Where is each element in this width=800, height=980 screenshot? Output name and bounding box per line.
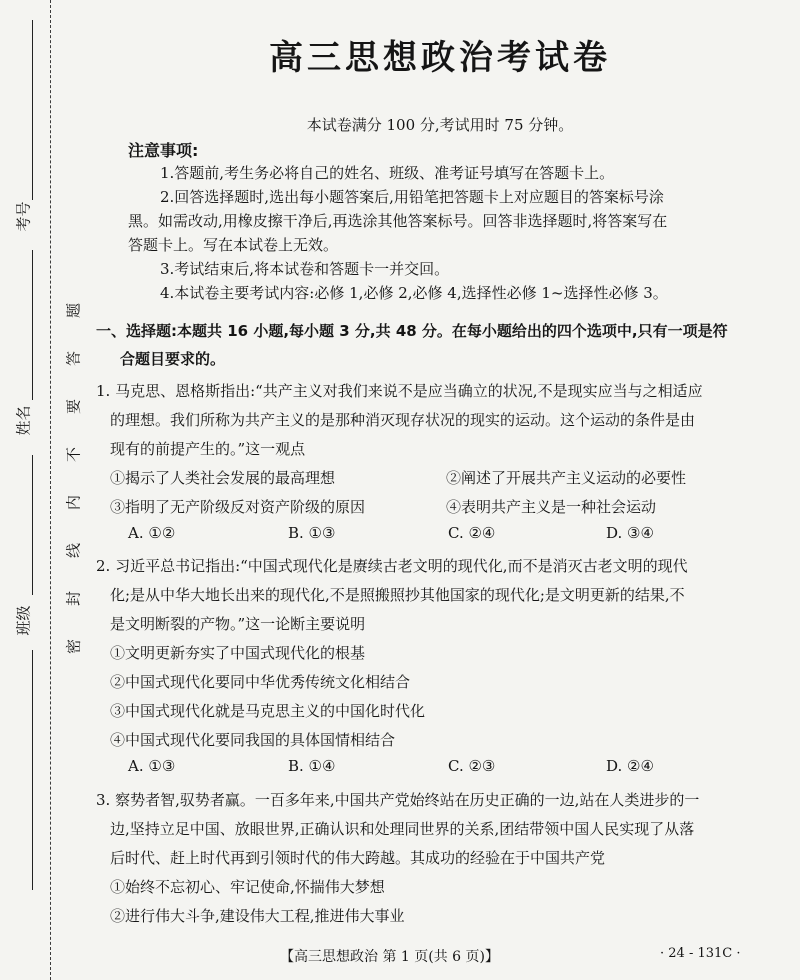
seal-char: 密 <box>64 639 83 655</box>
seal-char: 内 <box>64 495 83 511</box>
q3-option: ①始终不忘初心、牢记使命,怀揣伟大梦想 <box>110 878 385 896</box>
q1-option: ③指明了无产阶级反对资产阶级的原因 <box>110 498 366 516</box>
exam-no-line <box>32 20 33 200</box>
q3-stem: 后时代、赶上时代再到引领时代的伟大跨越。其成功的经验在于中国共产党 <box>110 849 606 867</box>
exam-info: 本试卷满分 100 分,考试用时 75 分钟。 <box>306 116 574 134</box>
seal-char: 线 <box>64 543 83 559</box>
exam-no-label: 考号 <box>14 201 33 232</box>
q2-option: ③中国式现代化就是马克思主义的中国化时代化 <box>110 702 426 720</box>
q1-option: ④表明共产主义是一种社会运动 <box>446 498 657 516</box>
q3-option: ②进行伟大斗争,建设伟大工程,推进伟大事业 <box>110 907 405 925</box>
class-line-lower <box>32 650 33 890</box>
q2-stem: 2. 习近平总书记指出:“中国式现代化是赓续古老文明的现代化,而不是消灭古老文明的现代 <box>96 557 688 575</box>
section-heading-cont: 合题目要求的。 <box>120 350 226 368</box>
q2-stem: 是文明断裂的产物。”这一论断主要说明 <box>110 615 366 633</box>
binding-margin <box>0 0 90 980</box>
name-line <box>32 250 33 400</box>
q1-option: ②阐述了开展共产主义运动的必要性 <box>446 469 687 487</box>
notice-line: 黑。如需改动,用橡皮擦干净后,再选涂其他答案标号。回答非选择题时,将答案写在 <box>128 212 668 230</box>
notice-line: 答题卡上。写在本试卷上无效。 <box>128 236 339 254</box>
q2-option: ②中国式现代化要同中华优秀传统文化相结合 <box>110 673 411 691</box>
page-footer: 【高三思想政治 第 1 页(共 6 页)】 <box>280 949 499 965</box>
q3-stem: 边,坚持立足中国、放眼世界,正确认识和处理同世界的关系,团结带领中国人民实现了从落 <box>110 820 695 838</box>
q1-stem: 现有的前提产生的。”这一观点 <box>110 440 306 458</box>
notice-line: 1.答题前,考生务必将自己的姓名、班级、准考证号填写在答题卡上。 <box>160 164 615 182</box>
name-label: 姓名 <box>14 405 33 436</box>
page-title: 高三思想政治考试卷 <box>269 38 611 78</box>
q1-choice-c: C. ②④ <box>448 524 496 542</box>
q2-option: ①文明更新夯实了中国式现代化的根基 <box>110 644 366 662</box>
q1-option: ①揭示了人类社会发展的最高理想 <box>110 469 336 487</box>
q2-choice-a: A. ①③ <box>128 757 176 775</box>
seal-char: 要 <box>64 399 83 415</box>
q1-stem: 1. 马克思、恩格斯指出:“共产主义对我们来说不是应当确立的状况,不是现实应当与之相适应 <box>96 382 703 400</box>
q2-choice-c: C. ②③ <box>448 757 496 775</box>
q3-stem: 3. 察势者智,驭势者赢。一百多年来,中国共产党始终站在历史正确的一边,站在人类进步的一 <box>96 791 700 809</box>
q1-choice-d: D. ③④ <box>606 524 654 542</box>
seal-char: 封 <box>64 591 83 607</box>
seal-char: 答 <box>64 351 83 367</box>
notice-heading: 注意事项: <box>128 141 199 160</box>
q1-stem: 的理想。我们所称为共产主义的是那种消灭现存状况的现实的运动。这个运动的条件是由 <box>110 411 696 429</box>
seal-char: 题 <box>64 303 83 319</box>
class-label: 班级 <box>14 605 33 636</box>
paper-code: · 24 - 131C · <box>660 946 741 961</box>
q1-choice-b: B. ①③ <box>288 524 336 542</box>
notice-line: 2.回答选择题时,选出每小题答案后,用铅笔把答题卡上对应题目的答案标号涂 <box>160 188 664 206</box>
q2-option: ④中国式现代化要同我国的具体国情相结合 <box>110 731 396 749</box>
q2-choice-d: D. ②④ <box>606 757 654 775</box>
q2-stem: 化;是从中华大地长出来的现代化,不是照搬照抄其他国家的现代化;是文明更新的结果,不 <box>110 586 685 604</box>
q1-choice-a: A. ①② <box>128 524 176 542</box>
seal-cut-line <box>50 0 51 980</box>
section-heading: 一、选择题:本题共 16 小题,每小题 3 分,共 48 分。在每小题给出的四个选项中,只有一项是符 <box>96 322 728 340</box>
notice-line: 4.本试卷主要考试内容:必修 1,必修 2,必修 4,选择性必修 1~选择性必修 3。 <box>160 284 668 302</box>
q2-choice-b: B. ①④ <box>288 757 336 775</box>
class-line <box>32 455 33 595</box>
notice-line: 3.考试结束后,将本试卷和答题卡一并交回。 <box>160 260 450 278</box>
seal-char: 不 <box>64 447 83 463</box>
